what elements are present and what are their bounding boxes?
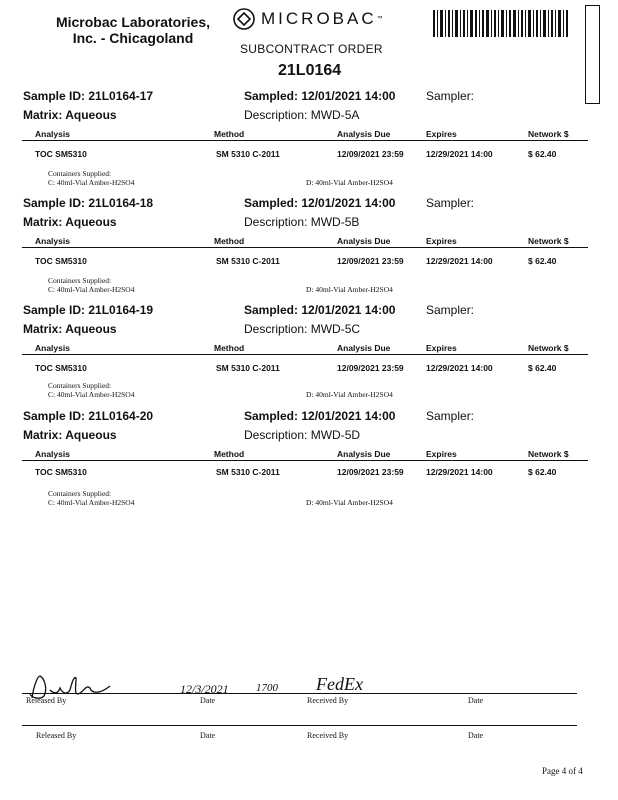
sampler-label: Sampler: bbox=[426, 303, 475, 317]
description-value: MWD-5B bbox=[310, 215, 360, 229]
sampled-value: 12/01/2021 14:00 bbox=[301, 303, 396, 317]
sample-id-value: 21L0164-20 bbox=[88, 409, 154, 423]
date-label-4: Date bbox=[468, 731, 484, 740]
sampler-label: Sampler: bbox=[426, 89, 475, 103]
col-network: Network $ bbox=[528, 343, 569, 353]
header-rule bbox=[22, 140, 588, 141]
containers-label: Containers Supplied: bbox=[48, 169, 112, 178]
sampled-label: Sampled: bbox=[244, 303, 299, 317]
col-method: Method bbox=[214, 236, 245, 246]
signature-rule-1 bbox=[22, 693, 577, 694]
sample-id-label: Sample ID: bbox=[23, 196, 86, 210]
container-c: C: 40ml-Vial Amber-H2SO4 bbox=[48, 390, 135, 399]
matrix-label: Matrix: bbox=[23, 428, 63, 442]
col-method: Method bbox=[214, 129, 245, 139]
company-name: Microbac Laboratories, Inc. - Chicagoland bbox=[55, 14, 211, 46]
description-label: Description: bbox=[244, 428, 308, 442]
col-method: Method bbox=[214, 449, 245, 459]
col-analysis-due: Analysis Due bbox=[337, 343, 391, 353]
container-d: D: 40ml-Vial Amber-H2SO4 bbox=[306, 178, 393, 187]
sampled-row bbox=[244, 89, 395, 103]
sample-id-value: 21L0164-17 bbox=[88, 89, 154, 103]
containers-label: Containers Supplied: bbox=[48, 489, 112, 498]
col-analysis: Analysis bbox=[35, 129, 70, 139]
container-d: D: 40ml-Vial Amber-H2SO4 bbox=[306, 285, 393, 294]
sample-id-label: Sample ID: bbox=[23, 409, 86, 423]
matrix-value: Aqueous bbox=[65, 108, 117, 122]
sampled-value: 12/01/2021 14:00 bbox=[301, 409, 396, 423]
header-rule bbox=[22, 247, 588, 248]
sampled-label: Sampled: bbox=[244, 196, 299, 210]
sampled-row bbox=[244, 303, 395, 317]
header-rule bbox=[22, 354, 588, 355]
col-method: Method bbox=[214, 343, 245, 353]
col-network: Network $ bbox=[528, 449, 569, 459]
sampled-label: Sampled: bbox=[244, 89, 299, 103]
date-label-2: Date bbox=[468, 696, 484, 705]
expires-cell: 12/29/2021 14:00 bbox=[426, 256, 493, 266]
date-label: Date bbox=[200, 696, 216, 705]
description-value: MWD-5C bbox=[310, 322, 361, 336]
sampled-row bbox=[244, 409, 395, 423]
method-cell: SM 5310 C-2011 bbox=[216, 149, 280, 159]
network-cell: $ 62.40 bbox=[528, 256, 557, 266]
expires-cell: 12/29/2021 14:00 bbox=[426, 149, 493, 159]
sampled-row bbox=[244, 196, 395, 210]
col-analysis-due: Analysis Due bbox=[337, 449, 391, 459]
col-expires: Expires bbox=[426, 129, 457, 139]
description-label: Description: bbox=[244, 108, 308, 122]
col-analysis: Analysis bbox=[35, 449, 70, 459]
container-c: C: 40ml-Vial Amber-H2SO4 bbox=[48, 498, 135, 507]
side-box bbox=[585, 5, 600, 104]
received-by-label-2: Received By bbox=[307, 731, 349, 740]
matrix-value: Aqueous bbox=[65, 322, 117, 336]
col-analysis: Analysis bbox=[35, 343, 70, 353]
sample-id-label: Sample ID: bbox=[23, 303, 86, 317]
signature-rule-2 bbox=[22, 725, 577, 726]
sample-id-row bbox=[23, 89, 153, 103]
header-rule bbox=[22, 460, 588, 461]
received-by-label: Received By bbox=[307, 696, 349, 705]
due-cell: 12/09/2021 23:59 bbox=[337, 256, 404, 266]
page-number: Page 4 of 4 bbox=[542, 766, 583, 776]
due-cell: 12/09/2021 23:59 bbox=[337, 149, 404, 159]
network-cell: $ 62.40 bbox=[528, 363, 557, 373]
sampled-value: 12/01/2021 14:00 bbox=[301, 89, 396, 103]
analysis-cell: TOC SM5310 bbox=[35, 256, 87, 266]
matrix-row bbox=[23, 215, 117, 229]
sample-id-value: 21L0164-19 bbox=[88, 303, 154, 317]
sampler-label: Sampler: bbox=[426, 409, 475, 423]
analysis-cell: TOC SM5310 bbox=[35, 149, 87, 159]
network-cell: $ 62.40 bbox=[528, 467, 557, 477]
description-row bbox=[244, 322, 360, 336]
description-row bbox=[244, 428, 360, 442]
col-expires: Expires bbox=[426, 236, 457, 246]
sample-id-value: 21L0164-18 bbox=[88, 196, 154, 210]
method-cell: SM 5310 C-2011 bbox=[216, 363, 280, 373]
sample-id-row bbox=[23, 409, 153, 423]
container-c: C: 40ml-Vial Amber-H2SO4 bbox=[48, 178, 135, 187]
analysis-cell: TOC SM5310 bbox=[35, 467, 87, 477]
due-cell: 12/09/2021 23:59 bbox=[337, 467, 404, 477]
containers-label: Containers Supplied: bbox=[48, 276, 112, 285]
matrix-label: Matrix: bbox=[23, 108, 63, 122]
sample-id-row bbox=[23, 303, 153, 317]
description-row bbox=[244, 108, 359, 122]
network-cell: $ 62.40 bbox=[528, 149, 557, 159]
description-label: Description: bbox=[244, 215, 308, 229]
matrix-value: Aqueous bbox=[65, 428, 117, 442]
sampled-value: 12/01/2021 14:00 bbox=[301, 196, 396, 210]
logo-text: MICROBAC bbox=[261, 9, 377, 28]
description-value: MWD-5D bbox=[310, 428, 361, 442]
expires-cell: 12/29/2021 14:00 bbox=[426, 363, 493, 373]
containers-label: Containers Supplied: bbox=[48, 381, 112, 390]
matrix-value: Aqueous bbox=[65, 215, 117, 229]
sampled-label: Sampled: bbox=[244, 409, 299, 423]
col-analysis-due: Analysis Due bbox=[337, 129, 391, 139]
due-cell: 12/09/2021 23:59 bbox=[337, 363, 404, 373]
method-cell: SM 5310 C-2011 bbox=[216, 467, 280, 477]
col-analysis-due: Analysis Due bbox=[337, 236, 391, 246]
sample-id-label: Sample ID: bbox=[23, 89, 86, 103]
date-label-3: Date bbox=[200, 731, 216, 740]
handwritten-time: 1700 bbox=[256, 682, 278, 694]
col-network: Network $ bbox=[528, 236, 569, 246]
expires-cell: 12/29/2021 14:00 bbox=[426, 467, 493, 477]
matrix-row bbox=[23, 108, 117, 122]
barcode bbox=[433, 10, 568, 37]
released-by-label: Released By bbox=[26, 696, 67, 705]
col-expires: Expires bbox=[426, 343, 457, 353]
description-value: MWD-5A bbox=[310, 108, 360, 122]
container-c: C: 40ml-Vial Amber-H2SO4 bbox=[48, 285, 135, 294]
microbac-logo-icon bbox=[233, 8, 255, 30]
sampler-label: Sampler: bbox=[426, 196, 475, 210]
analysis-cell: TOC SM5310 bbox=[35, 363, 87, 373]
released-by-label-2: Released By bbox=[36, 731, 77, 740]
order-title: SUBCONTRACT ORDER bbox=[240, 42, 383, 56]
method-cell: SM 5310 C-2011 bbox=[216, 256, 280, 266]
col-network: Network $ bbox=[528, 129, 569, 139]
matrix-row bbox=[23, 322, 117, 336]
matrix-label: Matrix: bbox=[23, 322, 63, 336]
handwritten-received: FedEx bbox=[316, 674, 363, 694]
matrix-row bbox=[23, 428, 117, 442]
col-analysis: Analysis bbox=[35, 236, 70, 246]
handwritten-date: 12/3/2021 bbox=[180, 682, 229, 696]
description-label: Description: bbox=[244, 322, 308, 336]
container-d: D: 40ml-Vial Amber-H2SO4 bbox=[306, 390, 393, 399]
matrix-label: Matrix: bbox=[23, 215, 63, 229]
container-d: D: 40ml-Vial Amber-H2SO4 bbox=[306, 498, 393, 507]
order-number: 21L0164 bbox=[278, 62, 342, 79]
trademark: ™ bbox=[376, 16, 383, 22]
microbac-logo bbox=[233, 6, 383, 32]
col-expires: Expires bbox=[426, 449, 457, 459]
description-row bbox=[244, 215, 359, 229]
sample-id-row bbox=[23, 196, 153, 210]
